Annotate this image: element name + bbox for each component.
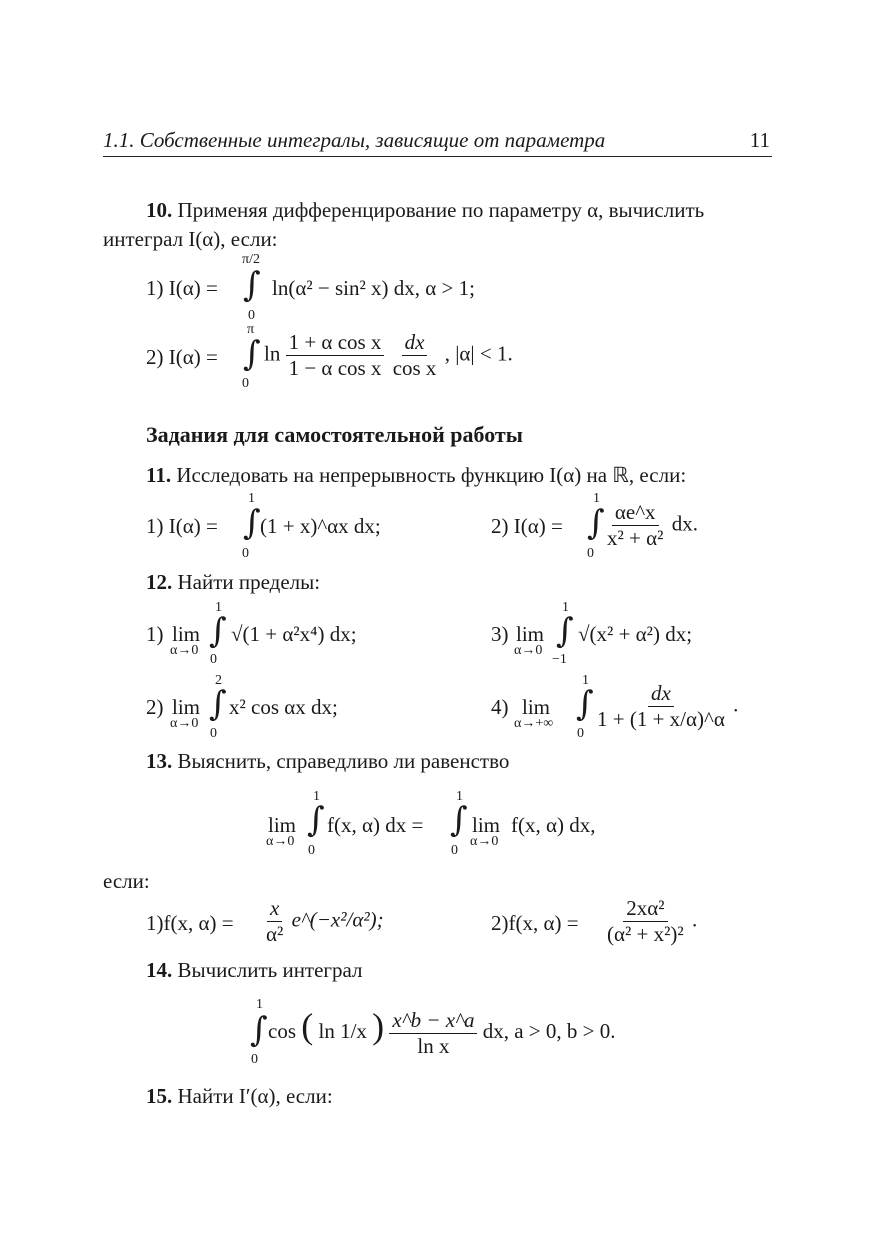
problem-13-number: 13. <box>146 749 173 773</box>
header-title: 1.1. Собственные интегралы, зависящие от параметра <box>103 128 606 152</box>
problem-11-text: Исследовать на непрерывность функцию I(α) на ℝ, если: <box>176 463 687 487</box>
running-header <box>103 128 772 157</box>
integral-sign: ∫ <box>243 334 261 374</box>
integral-sign: ∫ <box>209 611 227 651</box>
p10-f1-lower: 0 <box>248 308 255 323</box>
lim-sub: α→0 <box>170 716 199 731</box>
cos-label: cos <box>268 1019 296 1043</box>
p12-i1-body: √(1 + α²x⁴) dx; <box>231 622 357 646</box>
p13-b-frac: $\frac{\text{2xα²}}{\text{(α² + x²)²}}$ <box>607 896 684 946</box>
page-number: 11 <box>749 128 770 152</box>
integral-sign: ∫ <box>576 684 594 724</box>
p11-b-expr: $\frac{\alpha e\^{}x}{\text{x² + α²}}$ dx. <box>604 500 698 551</box>
p12-i2-body: x² cos αx dx; <box>229 695 338 719</box>
p14-inner: ln 1/x <box>318 1019 367 1043</box>
integral-sign: ∫ <box>556 611 574 651</box>
p14-upper: 1 <box>256 997 263 1012</box>
section-title: Задания для самостоятельной работы <box>146 422 523 447</box>
lim-sub: α→0 <box>470 834 499 849</box>
p12-i4-upper: 1 <box>582 673 589 688</box>
lim-label: lim <box>268 813 297 837</box>
p11-a-lower: 0 <box>242 546 249 561</box>
p11-a-upper: 1 <box>248 491 255 506</box>
p12-i3-upper: 1 <box>562 600 569 615</box>
paren-right: ) <box>372 1006 385 1046</box>
integral-sign: ∫ <box>307 800 325 840</box>
p12-i4-frac: $\frac{dx}{1 + (1 + x/\alpha)\^{}\alpha}$ <box>597 681 725 731</box>
problem-15 <box>146 1084 333 1109</box>
problem-12 <box>146 570 320 595</box>
p11-a-label: 1) I(α) = <box>146 514 218 538</box>
p12-i3-lower: −1 <box>552 652 567 667</box>
problem-10-line2: интеграл I(α), если: <box>103 227 278 251</box>
integral-sign: ∫ <box>450 800 468 840</box>
problem-14 <box>146 958 363 983</box>
p12-i3-body: √(x² + α²) dx; <box>578 622 693 646</box>
p11-b-upper: 1 <box>593 491 600 506</box>
integral-sign: ∫ <box>243 265 261 305</box>
integral-sign: ∫ <box>587 503 605 543</box>
p10-f2-expr <box>264 330 513 381</box>
p13-b-expr: $\frac{\text{2xα²}}{\text{(α² + x²)²}}$ . <box>604 896 697 947</box>
p12-i4-label: 4) <box>491 695 509 719</box>
p13-b-label: 2)f(x, α) = <box>491 911 579 935</box>
p13-a-label: 1)f(x, α) = <box>146 911 234 935</box>
p10-f2-upper: π <box>247 322 255 337</box>
p12-i1-label: 1) <box>146 622 164 646</box>
p10-f2-lower: 0 <box>242 376 249 391</box>
p14-lower: 0 <box>251 1052 258 1067</box>
problem-15-text: Найти I′(α), если: <box>177 1084 333 1108</box>
problem-10-number: 10. <box>146 198 173 222</box>
eq-lower-2: 0 <box>451 843 458 858</box>
p12-i4-lower: 0 <box>577 726 584 741</box>
p12-i2-lower: 0 <box>210 726 217 741</box>
eq-lower-1: 0 <box>308 843 315 858</box>
lim-sub: α→0 <box>266 834 295 849</box>
p13-a-frac: $\frac{x}{\text{α²}}$ <box>266 896 284 946</box>
lim-label: lim <box>472 813 501 837</box>
integral-sign: ∫ <box>243 503 261 543</box>
integral-sign: ∫ <box>250 1010 268 1050</box>
p10-f2-label: 2) I(α) = <box>146 345 218 369</box>
p13-a-expr: $\frac{x}{\text{α²}}$ e^(−x²/α²); <box>263 896 384 947</box>
problem-11-number: 11. <box>146 463 172 487</box>
p11-b-label: 2) I(α) = <box>491 514 563 538</box>
p12-i1-lower: 0 <box>210 652 217 667</box>
paren-left: ( <box>301 1006 314 1046</box>
lim-sub: α→0 <box>170 643 199 658</box>
p12-i2-upper: 2 <box>215 673 222 688</box>
p10-f2-tail: , |α| < 1. <box>444 341 513 366</box>
problem-15-number: 15. <box>146 1084 173 1108</box>
eq-upper-2: 1 <box>456 789 463 804</box>
p12-i4-expr: $\frac{dx}{1 + (1 + x/\alpha)\^{}\alpha}$ . <box>594 681 738 732</box>
ln-label: ln <box>264 341 281 366</box>
problem-13 <box>146 749 509 774</box>
lim-label: lim <box>516 622 545 646</box>
problem-10-line1 <box>146 198 704 223</box>
eq-middle: f(x, α) dx = <box>327 813 424 837</box>
p10-f2-frac1: $\frac{\text{1 + α cos x}}{\text{1 − α cos x}}$ <box>286 330 385 381</box>
lim-label: lim <box>522 695 551 719</box>
p10-f2-frac2: $\frac{dx}{\text{cos x}}$ <box>392 330 437 380</box>
eq-upper-1: 1 <box>313 789 320 804</box>
p11-b-lower: 0 <box>587 546 594 561</box>
problem-13-text: Выяснить, справедливо ли равенство <box>177 749 510 773</box>
problem-14-text: Вычислить интеграл <box>177 958 363 982</box>
p12-i2-label: 2) <box>146 695 164 719</box>
p10-f1-upper: π/2 <box>242 252 260 267</box>
problem-12-number: 12. <box>146 570 173 594</box>
problem-10-text: Применяя дифференцирование по параметру α, вычислить <box>177 198 705 222</box>
eq-tail: f(x, α) dx, <box>511 813 596 837</box>
if-text: если: <box>103 869 150 893</box>
p10-f1-label: 1) I(α) = <box>146 276 218 300</box>
p14-expr: cos ( ln 1/x ) $\frac{x\^{}b - x\^{}a}{\text{ln x}}$ dx, a > 0, b > 0. <box>268 1006 616 1058</box>
lim-sub: α→+∞ <box>514 716 554 731</box>
p11-b-frac: $\frac{\alpha e\^{}x}{\text{x² + α²}}$ <box>607 500 664 550</box>
integral-sign: ∫ <box>209 684 227 724</box>
lim-label: lim <box>172 622 201 646</box>
p10-f1-body: ln(α² − sin² x) dx, α > 1; <box>272 276 475 300</box>
problem-12-text: Найти пределы: <box>177 570 321 594</box>
p12-i1-upper: 1 <box>215 600 222 615</box>
p14-frac: $\frac{x\^{}b - x\^{}a}{\text{ln x}}$ <box>389 1008 477 1059</box>
lim-label: lim <box>172 695 201 719</box>
p12-i3-label: 3) <box>491 622 509 646</box>
lim-sub: α→0 <box>514 643 543 658</box>
p11-a-body: (1 + x)^αx dx; <box>260 514 381 538</box>
problem-11 <box>146 463 686 488</box>
problem-14-number: 14. <box>146 958 173 982</box>
